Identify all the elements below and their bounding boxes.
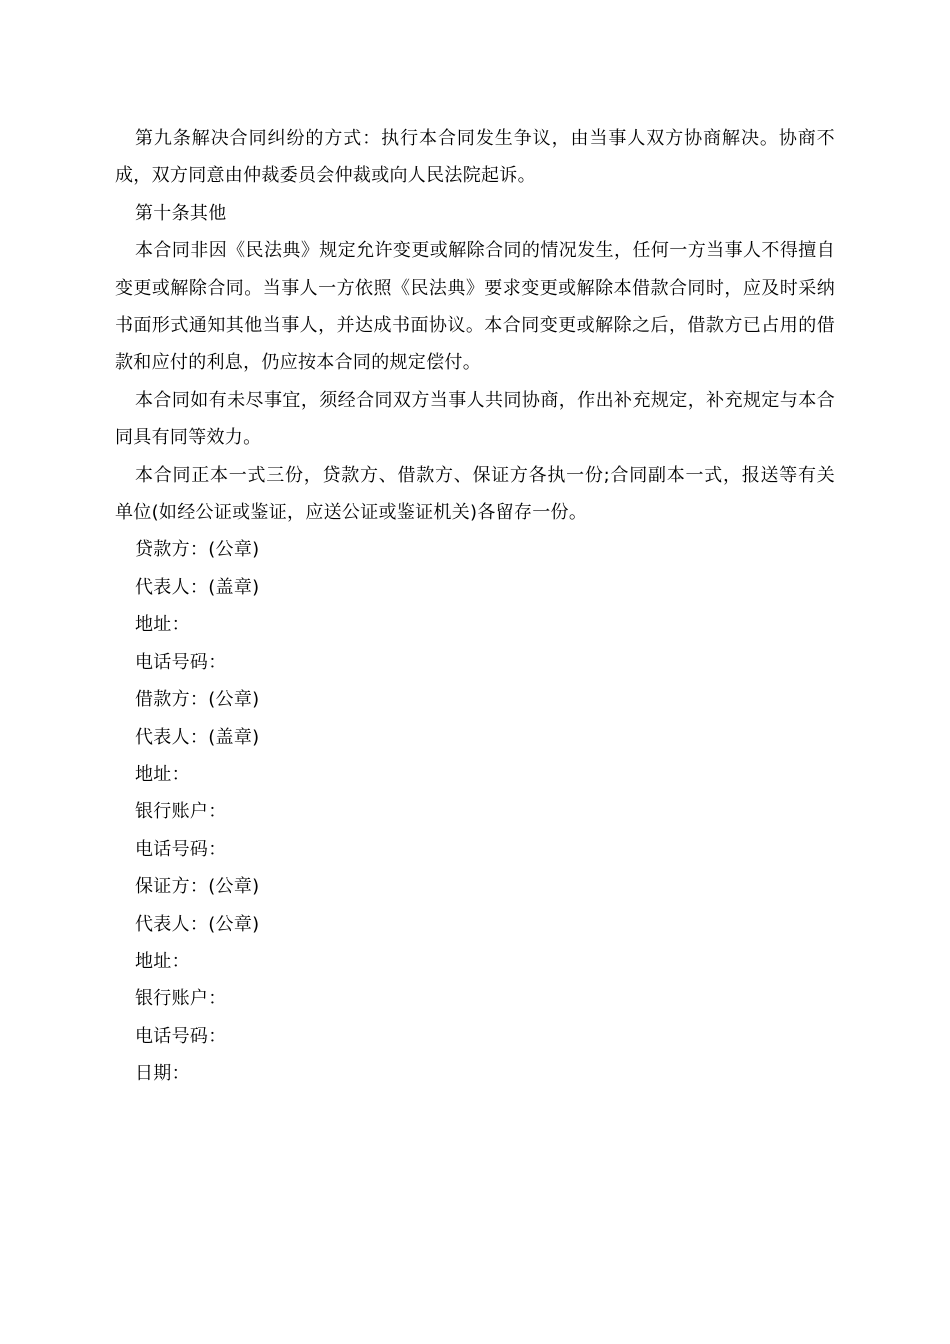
guarantor-representative-field: 代表人：(公章) [135,913,260,935]
borrower-phone-field: 电话号码： [135,838,227,860]
guarantor-party-field: 保证方：(公章) [135,876,260,898]
guarantor-bank-account-field: 银行账户： [135,988,227,1010]
borrower-party-field: 借款方：(公章) [135,689,260,711]
clause-ten-copies: 本合同正本一式三份，贷款方、借款方、保证方各执一份;合同副本一式，报送等有关单位(如经公证或鉴证，应送公证或鉴证机关)各留存一份。 [115,464,835,524]
lender-signature-block [115,531,835,681]
clause-ten-modification: 本合同非因《民法典》规定允许变更或解除合同的情况发生，任何一方当事人不得擅自变更或解除合同。当事人一方依照《民法典》要求变更或解除本借款合同时，应及时采纳书面形式通知其他当事人，并达成书面协议。本合同变更或解除之后，借款方已占用的借款和应付的利息，仍应按本合同的规定偿付。 [115,240,835,374]
borrower-bank-account-field: 银行账户： [135,801,227,823]
lender-representative-field: 代表人：(盖章) [135,576,260,598]
borrower-representative-field: 代表人：(盖章) [135,726,260,748]
borrower-address-field: 地址： [135,763,190,785]
clause-ten-heading: 第十条其他 [135,202,227,224]
borrower-signature-block [115,681,835,868]
clause-ten-supplement: 本合同如有未尽事宜，须经合同双方当事人共同协商，作出补充规定，补充规定与本合同具有同等效力。 [115,389,835,449]
lender-party-field: 贷款方：(公章) [135,539,260,561]
guarantor-address-field: 地址： [135,950,190,972]
document-body [115,120,835,1093]
lender-address-field: 地址： [135,614,190,636]
clause-nine-dispute-resolution: 第九条解决合同纠纷的方式：执行本合同发生争议，由当事人双方协商解决。协商不成，双方同意由仲裁委员会仲裁或向人民法院起诉。 [115,128,835,187]
date-field: 日期： [135,1063,190,1085]
lender-phone-field: 电话号码： [135,651,227,673]
guarantor-phone-field: 电话号码： [135,1025,227,1047]
guarantor-signature-block [115,868,835,1055]
